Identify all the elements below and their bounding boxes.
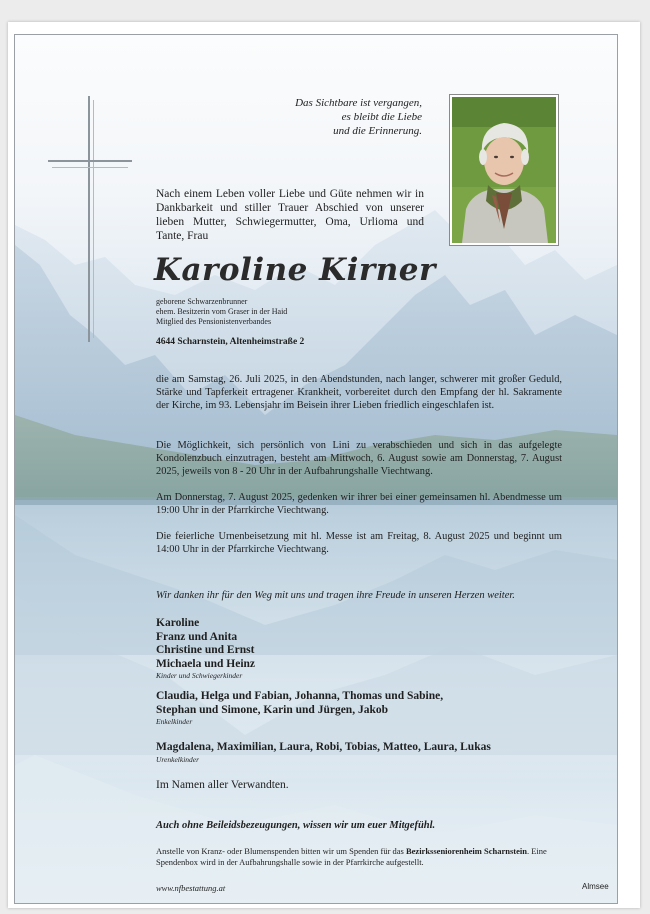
motto-line: Das Sichtbare ist vergangen, [295,97,422,109]
photo-location-caption: Almsee [582,882,609,891]
donation-recipient: Bezirksseniorenheim Scharnstein [405,846,527,856]
paragraph-mass: Am Donnerstag, 7. August 2025, gedenken wir ihrer bei einer gemeinsamen hl. Abendmesse um 19:00 Uhr in der Pfarrkirche Viechtwang. [156,492,562,516]
detail-line: ehem. Besitzerin vom Graser in der Haid [156,307,288,316]
family-label: Kinder und Schwiegerkinder [156,671,243,680]
detail-line: geborene Schwarzenbrunner [156,297,248,306]
family-grandchildren [156,690,576,727]
family-line: Christine und Ernst [156,644,255,656]
cross-horizontal-shadow [52,167,128,168]
donation-text-end: . Eine Spendenbox wird in der Aufbahrungshalle sowie in der Pfarrkirche aufgestellt. [156,846,547,867]
portrait-image [452,97,556,243]
family-great-grandchildren [156,741,576,765]
family-line: Karoline [156,617,200,629]
motto-line: es bleibt die Liebe [341,111,422,123]
paragraph-farewell: Die Möglichkeit, sich persönlich von Lini zu verabschieden und sich in das aufgelegte Kondolenzbuch einzutragen, besteht am Mittwoch, 6. August sowie am Donnerstag, 7. August 2025, jeweils von 8 - 20 Uhr in der Aufbahrungshalle Viechtwang. [156,440,562,477]
detail-line: Mitglied des Pensionistenverbandes [156,317,272,326]
cross-horizontal-bar [48,160,132,162]
portrait-photo [449,94,559,246]
address: 4644 Scharnstein, Altenheimstraße 2 [156,337,305,347]
cross-vertical-bar [88,96,90,342]
family-line: Michaela und Heinz [156,657,256,670]
funeral-home-website[interactable]: www.nfbestattung.at [156,883,226,893]
no-condolences-note: Auch ohne Beileidsbezeugungen, wissen wir um euer Mitgefühl. [156,820,436,831]
cross-vertical-shadow [93,100,94,338]
paragraph-death: die am Samstag, 26. Juli 2025, in den Abendstunden, nach langer, schwerer mit großer Geduld, Stärke und Tapferkeit ertragener Krankheit, vorbereitet durch den Empfang der hl. Sakramente der Kirche, im 93. Lebensjahr im Beisein ihrer Lieben friedlich eingeschlafen ist. [156,374,562,411]
family-children [156,617,576,681]
motto-quote [240,96,422,138]
relatives-note: Im Namen aller Verwandten. [156,779,289,791]
deceased-name: Karoline Kirner [154,252,436,288]
family-label: Enkelkinder [156,717,193,726]
paragraph-burial: Die feierliche Urnenbeisetzung mit hl. Messe ist am Freitag, 8. August 2025 und beginnt um 14:00 Uhr in der Pfarrkirche Viechtwang. [156,531,562,555]
donation-text: Anstelle von Kranz- oder Blumenspenden bitten wir um Spenden für das [156,846,406,856]
family-line: Stephan und Simone, Karin und Jürgen, Jakob [156,703,388,716]
thanks-quote: Wir danken ihr für den Weg mit uns und tragen ihre Freude in unseren Herzen weiter. [156,590,515,601]
family-line: Magdalena, Maximilian, Laura, Robi, Tobias, Matteo, Laura, Lukas [156,741,491,753]
family-line: Franz und Anita [156,630,238,643]
deceased-details [156,297,416,327]
intro-text: Nach einem Leben voller Liebe und Güte nehmen wir in Dankbarkeit und stiller Trauer Abschied von unserer lieben Mutter, Schwiegermutter, Oma, Urlioma und Tante, Frau [156,188,424,242]
donation-note [156,846,566,868]
family-label: Urenkelkinder [156,754,200,764]
motto-line: und die Erinnerung. [333,125,422,137]
family-line: Claudia, Helga und Fabian, Johanna, Thomas und Sabine, [156,690,444,702]
